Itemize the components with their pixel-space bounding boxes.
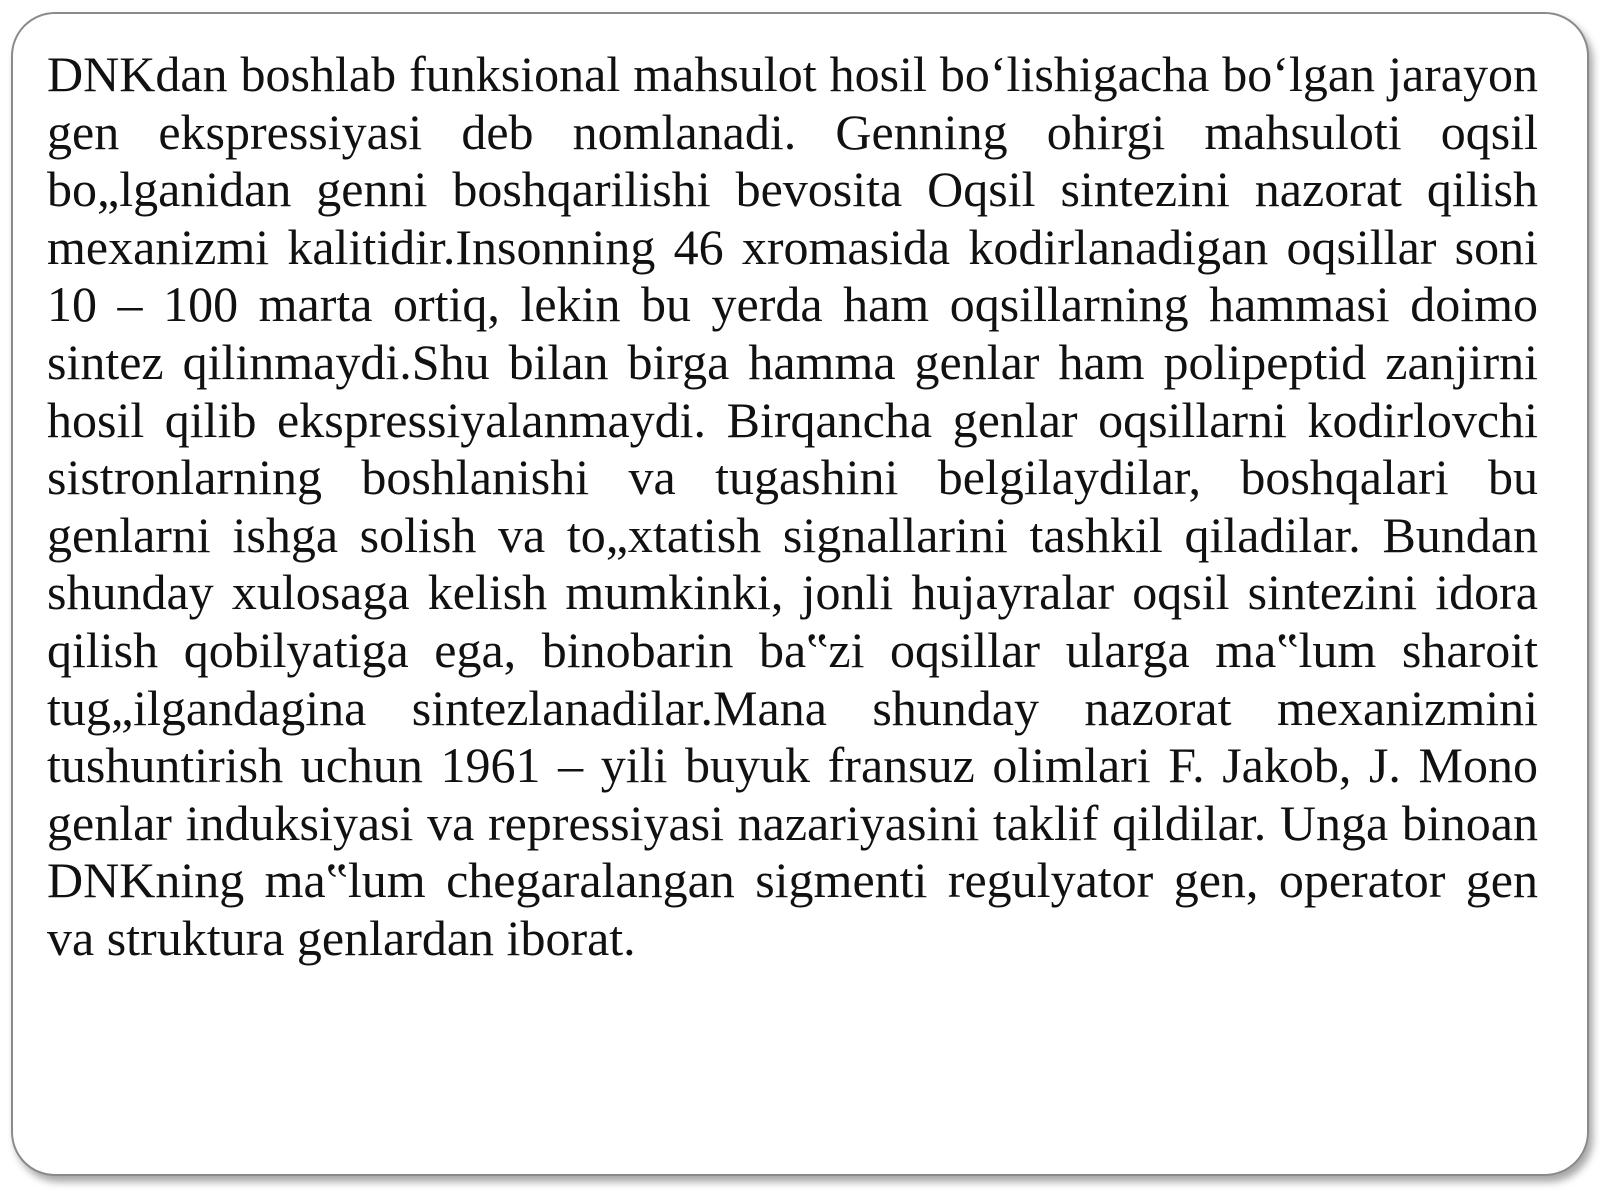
body-paragraph: DNKdan boshlab funksional mahsulot hosil boʻlishigacha boʻlgan jarayon gen ekspressiyasi deb nomlanadi. Genning ohirgi mahsuloti oqsil bo„lganidan genni boshqarilishi bevosita Oqsil sintezini nazorat qilish mexanizmi kalitidir.Insonning 46 xromasida kodirlanadigan oqsillar soni 10 – 100 marta ortiq, lekin bu yerda ham oqsillarning hammasi doimo sintez qilinmaydi.Shu bilan birga hamma genlar ham polipeptid zanjirni hosil qilib ekspressiyalanmaydi. Birqancha genlar oqsillarni kodirlovchi sistronlarning boshlanishi va tugashini belgilaydilar, boshqalari bu genlarni ishga solish va to„xtatish signallarini tashkil qiladilar. Bundan shunday xulosaga kelish mumkinki, jonli hujayralar oqsil sintezini idora qilish qobilyatiga ega, binobarin ba‟zi oqsillar ularga ma‟lum sharoit tug„ilgandagina sintezlanadilar.Mana shunday nazorat mexanizmini tushuntirish uchun 1961 – yili buyuk fransuz olimlari F. Jakob, J. Mono genlar induksiyasi va repressiyasi nazariyasini taklif qildilar. Unga binoan DNKning ma‟lum chegaralangan sigmenti regulyator gen, operator gen va struktura genlardan iborat. bbox=[47, 46, 1538, 966]
